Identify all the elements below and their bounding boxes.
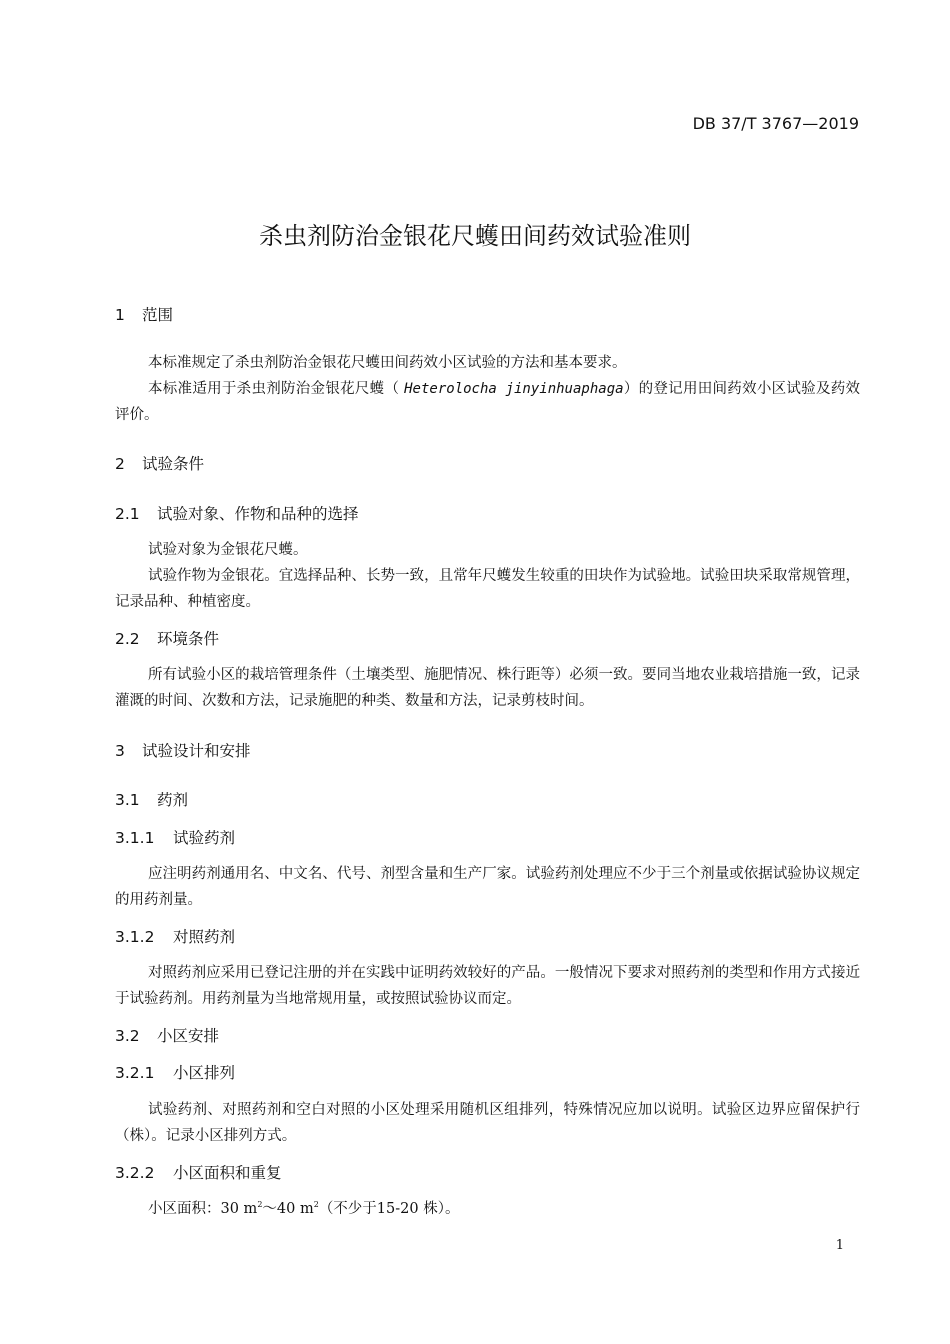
heading-3-1 — [115, 788, 188, 810]
heading-text: 小区面积和重复 — [173, 1164, 282, 1182]
heading-text: 小区安排 — [157, 1027, 220, 1045]
superscript: 2 — [257, 1200, 263, 1210]
heading-number: 3.1.1 — [115, 829, 155, 847]
heading-number: 2 — [115, 455, 125, 473]
paragraph: 试验对象为金银花尺蠖。 — [148, 542, 308, 558]
heading-text: 小区排列 — [173, 1064, 236, 1082]
heading-3-2-1 — [115, 1061, 235, 1083]
heading-number: 3.2.1 — [115, 1064, 155, 1082]
document-title: 杀虫剂防治金银花尺蠖田间药效试验准则 — [259, 222, 691, 250]
paragraph: 试验药剂、对照药剂和空白对照的小区处理采用随机区组排列，特殊情况应加以说明。试验区边界应留保护行（株）。记录小区排列方式。 — [115, 1102, 860, 1144]
paragraph — [115, 1196, 860, 1222]
heading-number: 2.2 — [115, 630, 140, 648]
heading-2 — [115, 452, 204, 474]
text-run: 本标准适用于杀虫剂防治金银花尺蠖（ — [148, 381, 405, 397]
heading-text: 环境条件 — [157, 630, 220, 648]
heading-text: 试验对象、作物和品种的选择 — [157, 505, 359, 523]
text-run: ～40 m — [262, 1201, 314, 1217]
heading-3-1-1 — [115, 826, 235, 848]
heading-2-1 — [115, 502, 359, 524]
heading-number: 2.1 — [115, 505, 140, 523]
heading-number: 3 — [115, 742, 125, 760]
heading-number: 3.1.2 — [115, 928, 155, 946]
heading-number: 3.1 — [115, 791, 140, 809]
heading-text: 试验设计和安排 — [142, 742, 251, 760]
text-run: （不少于15-20 株）。 — [318, 1201, 460, 1217]
text-run: 小区面积：30 m — [148, 1201, 258, 1217]
standard-code: DB 37/T 3767—2019 — [692, 114, 859, 133]
paragraph — [115, 376, 860, 428]
paragraph: 所有试验小区的栽培管理条件（土壤类型、施肥情况、株行距等）必须一致。要同当地农业栽培措施一致，记录灌溉的时间、次数和方法，记录施肥的种类、数量和方法，记录剪枝时间。 — [115, 667, 860, 709]
heading-number: 3.2 — [115, 1027, 140, 1045]
heading-number: 3.2.2 — [115, 1164, 155, 1182]
heading-text: 药剂 — [157, 791, 189, 809]
paragraph: 应注明药剂通用名、中文名、代号、剂型含量和生产厂家。试验药剂处理应不少于三个剂量或依据试验协议规定的用药剂量。 — [115, 866, 860, 908]
paragraph: 本标准规定了杀虫剂防治金银花尺蠖田间药效小区试验的方法和基本要求。 — [148, 355, 627, 371]
page-number: 1 — [835, 1238, 844, 1253]
latin-species-name: Heterolocha jinyinhuaphaga — [404, 381, 624, 397]
heading-3 — [115, 739, 251, 761]
heading-2-2 — [115, 627, 219, 649]
heading-text: 试验条件 — [142, 455, 205, 473]
heading-1 — [115, 303, 173, 325]
heading-3-2 — [115, 1024, 219, 1046]
text-run: ）的登记用田间药效小区试验及药效评价。 — [115, 381, 861, 423]
heading-text: 范围 — [142, 306, 174, 324]
superscript: 2 — [313, 1200, 319, 1210]
heading-text: 对照药剂 — [173, 928, 236, 946]
paragraph: 对照药剂应采用已登记注册的并在实践中证明药效较好的产品。一般情况下要求对照药剂的类型和作用方式接近于试验药剂。用药剂量为当地常规用量，或按照试验协议而定。 — [115, 965, 860, 1007]
heading-3-2-2 — [115, 1161, 282, 1183]
heading-3-1-2 — [115, 925, 235, 947]
heading-text: 试验药剂 — [173, 829, 236, 847]
heading-number: 1 — [115, 306, 125, 324]
paragraph: 试验作物为金银花。宜选择品种、长势一致，且常年尺蠖发生较重的田块作为试验地。试验田块采取常规管理，记录品种、种植密度。 — [115, 568, 860, 610]
